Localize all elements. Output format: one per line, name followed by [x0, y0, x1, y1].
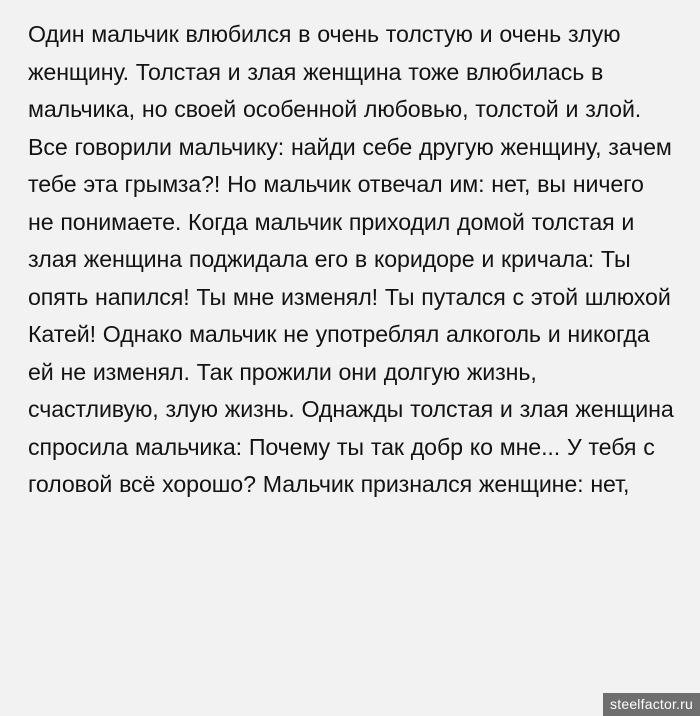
watermark-label: steelfactor.ru [603, 693, 700, 716]
story-paragraph: Один мальчик влюбился в очень толстую и очень злую женщину. Толстая и злая женщина тоже влюбилась в мальчика, но своей особенной любовью, толстой и злой. Все говорили мальчику: найди себе другую женщину, зачем тебе эта грымза?! Но мальчик отвечал им: нет, вы ничего не понимаете. Когда мальчик приходил домой толстая и злая женщина поджидала его в коридоре и кричала: Ты опять напился! Ты мне изменял! Ты путался с этой шлюхой Катей! Однако мальчик не употреблял алкоголь и никогда ей не изменял. Так прожили они долгую жизнь, счастливую, злую жизнь. Однажды толстая и злая женщина спросила мальчика: Почему ты так добр ко мне... У тебя с головой всё хорошо? Мальчик признался женщине: нет, [28, 21, 674, 497]
